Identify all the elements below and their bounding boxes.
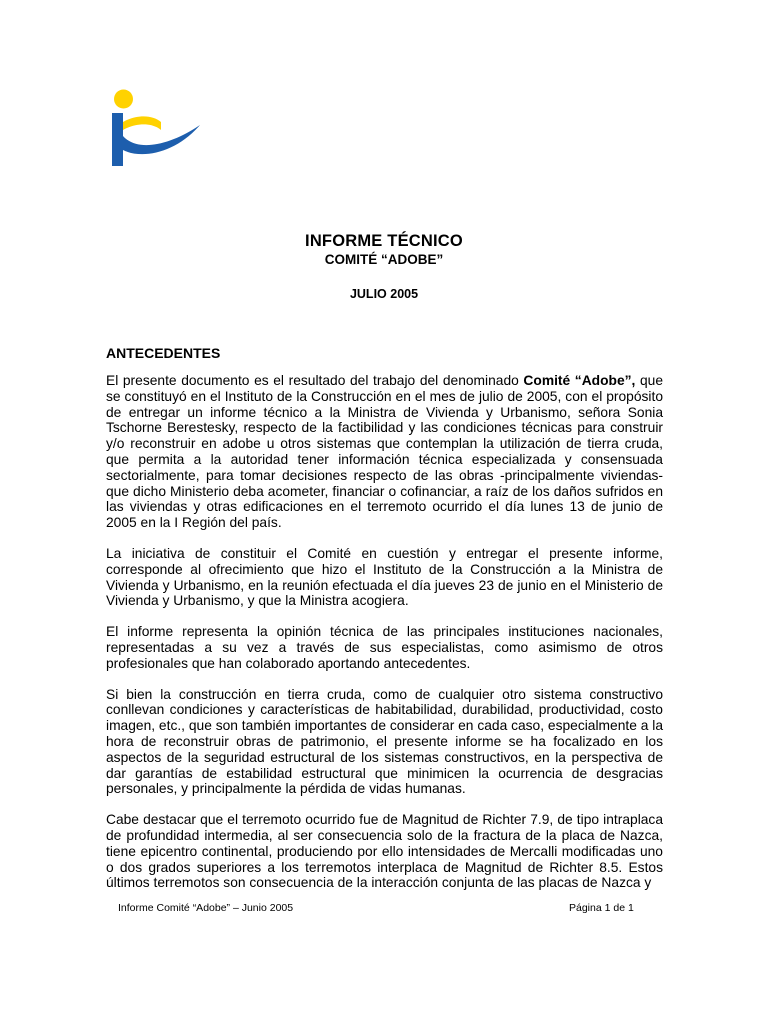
paragraph-3: El informe representa la opinión técnica de las principales instituciones nacionales, representadas a su vez a través de sus especialistas, como asimismo de otros profesionales que han colaborado aportando antecedentes. [106,624,663,671]
document-body [106,373,663,891]
footer-page-number: Página 1 de 1 [569,902,634,914]
document-date: JULIO 2005 [349,287,419,301]
document-subtitle: COMITÉ “ADOBE” [324,252,444,267]
footer-document-label: Informe Comité “Adobe” – Junio 2005 [118,902,294,914]
committee-name: Comité “Adobe”, [523,373,636,388]
paragraph-4: Si bien la construcción en tierra cruda, como de cualquier otro sistema constructivo conllevan condiciones y características de habitabilidad, durabilidad, productividad, costo imagen, etc., que son también importantes de considerar en cada caso, especialmente a la hora de reconstruir obras de patrimonio, el presente informe se ha focalizado en los aspectos de la seguridad estructural de los sistemas constructivos, en la perspectiva de dar garantías de estabilidad estructural que minimicen la ocurrencia de desgracias personales, y principalmente la pérdida de vidas humanas. [106,686,663,797]
paragraph-1-text-start: El presente documento es el resultado del trabajo del denominado [106,373,524,388]
institute-logo-icon [109,88,201,168]
document-title: INFORME TÉCNICO [305,232,463,250]
paragraph-1-text-end: que se constituyó en el Instituto de la Construcción en el mes de julio de 2005, con el propósito de entregar un informe técnico a la Ministra de Vivienda y Urbanismo, señora Sonia Tschorne Berestesky, respecto de la factibilidad y las condiciones técnicas para construir y/o reconstruir en adobe u otros sistemas que contemplan la utilización de tierra cruda, que permita a la autoridad tener información técnica especializada y consensuada sectorialmente, para tomar decisiones respecto de las obras -principalmente viviendas- que dicho Ministerio deba acometer, financiar o cofinanciar, a raíz de los daños sufridos en las viviendas y otras edificaciones en el terremoto ocurrido el día lunes 13 de junio de 2005 en la I Región del país. [106,373,663,531]
paragraph-5: Cabe destacar que el terremoto ocurrido fue de Magnitud de Richter 7.9, de tipo intraplaca de profundidad intermedia, al ser consecuencia solo de la fractura de la placa de Nazca, tiene epicentro continental, produciendo por ello intensidades de Mercalli modificadas uno o dos grados superiores a los terremotos interplaca de Magnitud de Richter 8.5. Estos últimos terremotos son consecuencia de la interacción conjunta de las placas de Nazca y [106,812,663,891]
paragraph-1 [106,373,663,531]
paragraph-2: La iniciativa de constituir el Comité en cuestión y entregar el presente informe, corresponde al ofrecimiento que hizo el Instituto de la Construcción a la Ministra de Vivienda y Urbanismo, en la reunión efectuada el día jueves 23 de junio en el Ministerio de Vivienda y Urbanismo, y que la Ministra acogiera. [106,545,663,609]
section-heading: ANTECEDENTES [106,345,221,361]
